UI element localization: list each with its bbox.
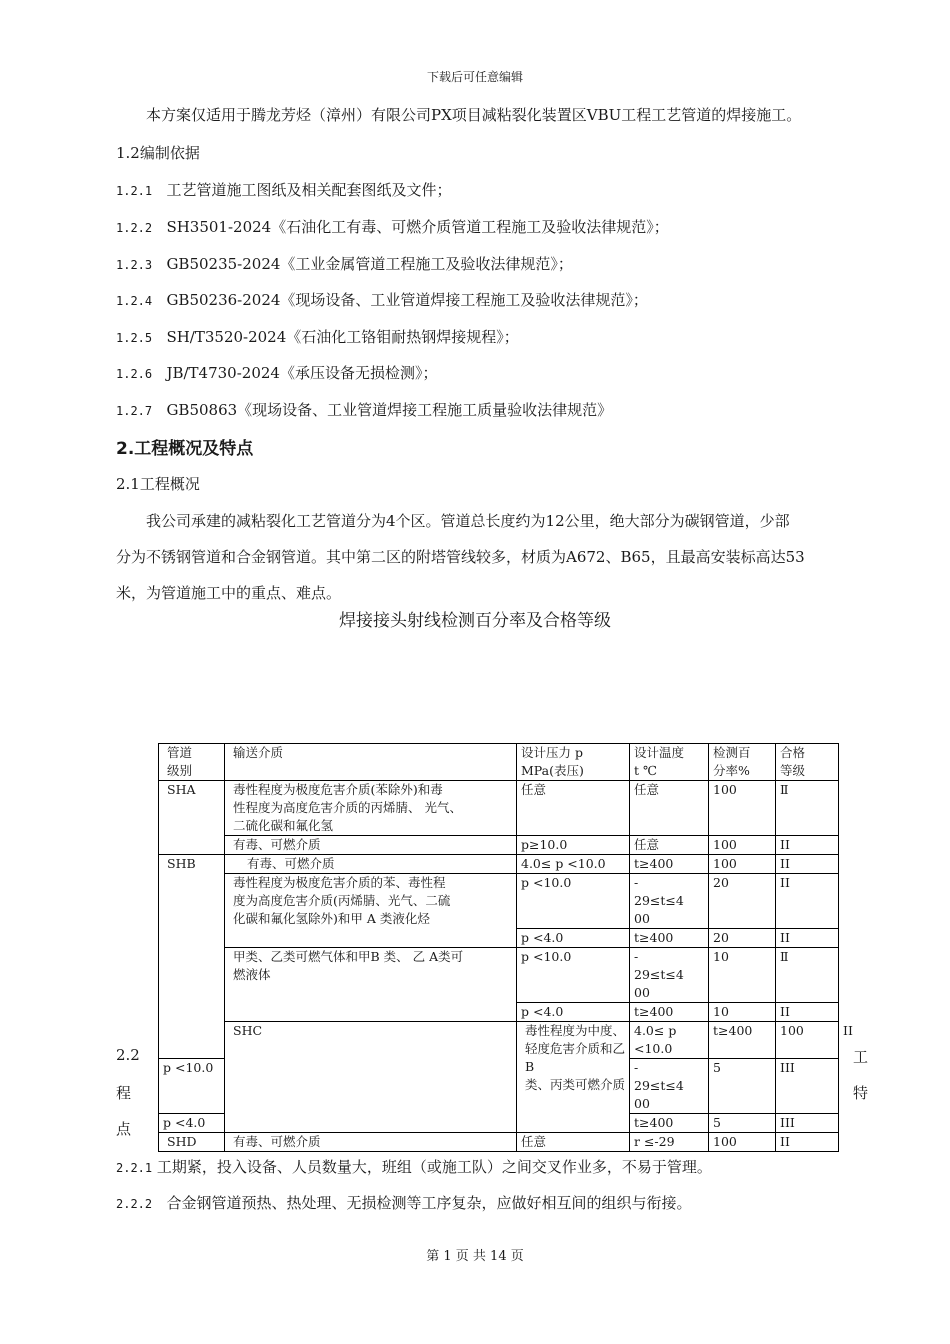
split-heading-right: 特: [853, 1084, 869, 1102]
temperature-cell: t≥400: [630, 929, 709, 948]
level-cell: II: [776, 1003, 839, 1022]
level-cell: Ⅱ: [776, 948, 839, 1003]
level-cell: II: [776, 836, 839, 855]
percent-cell: 5: [709, 1114, 776, 1133]
table-row: [159, 855, 839, 874]
pressure-cell: p <10.0: [517, 948, 630, 1003]
temperature-cell: r ≤-29: [630, 1133, 709, 1152]
level-cell: III: [776, 1114, 839, 1133]
table-header-row: [159, 744, 839, 781]
table-caption: 焊接接头射线检测百分率及合格等级: [339, 611, 611, 631]
medium-cell: 甲类、乙类可燃气体和甲B 类、 乙 A类可 燃液体: [225, 948, 517, 1022]
percent-cell: 10: [709, 948, 776, 1003]
basis-item: 1.2.6 JB/T4730-2024《承压设备无损检测》；: [116, 364, 438, 382]
section-title: 2.工程概况及特点: [116, 439, 254, 459]
pressure-cell: p <4.0: [517, 929, 630, 948]
basis-heading: 1.2编制依据: [116, 144, 200, 162]
intro-paragraph: 本方案仅适用于腾龙芳烃（漳州）有限公司PX项目减粘裂化装置区VBU工程工艺管道的焊接施工。: [146, 106, 802, 124]
table-row: [159, 781, 839, 836]
temperature-cell: t≥400: [630, 1114, 709, 1133]
point-item: 2.2.2 合金钢管道预热、热处理、无损检测等工序复杂，应做好相互间的组织与衔接。: [116, 1194, 692, 1212]
temperature-cell: t≥400: [630, 855, 709, 874]
pressure-cell: p <4.0: [159, 1114, 225, 1133]
grade-cell: SHD: [159, 1133, 225, 1152]
pressure-cell: 任意: [517, 1133, 630, 1152]
overview-heading: 2.1工程概况: [116, 475, 200, 493]
temperature-cell: t≥400: [709, 1022, 776, 1059]
temperature-cell: 任意: [630, 781, 709, 836]
percent-cell: 100: [709, 1133, 776, 1152]
table-row: [159, 948, 839, 1003]
split-heading-left: 2.2: [116, 1046, 140, 1064]
table-row: [159, 874, 839, 929]
pressure-cell: p <10.0: [159, 1059, 225, 1114]
percent-cell: 10: [709, 1003, 776, 1022]
medium-cell: 有毒、可燃介质: [225, 1133, 517, 1152]
level-cell: II: [776, 855, 839, 874]
header-percent: 检测百 分率%: [709, 744, 776, 781]
percent-cell: 100: [709, 855, 776, 874]
split-heading-right: 工: [853, 1048, 869, 1066]
header-pressure: 设计压力 p MPa(表压): [517, 744, 630, 781]
inspection-table: [158, 743, 853, 1152]
temperature-cell: - 29≤t≤4 00: [630, 874, 709, 929]
medium-cell: 有毒、可燃介质: [225, 855, 517, 874]
table-row: SHC 毒性程度为中度、轻度危害介质和乙 B 类、丙类可燃介质 4.0≤ p <10.0 t≥400 100 II: [159, 1022, 839, 1059]
overview-line: 米，为管道施工中的重点、难点。: [116, 584, 342, 602]
header-medium: 输送介质: [225, 744, 517, 781]
table-row: [159, 1133, 839, 1152]
medium-cell: 毒性程度为极度危害介质的苯、毒性程 度为高度危害介质(丙烯腈、光气、二硫 化碳和氟化氢除外)和甲 A 类液化烃: [225, 874, 517, 948]
page-footer: 第 1 页 共 14 页: [426, 1249, 524, 1264]
pressure-cell: p <10.0: [517, 874, 630, 929]
level-cell: III: [776, 1059, 839, 1114]
percent-cell: 100: [776, 1022, 839, 1059]
header-grade: 管道 级别: [159, 744, 225, 781]
percent-cell: 100: [709, 781, 776, 836]
temperature-cell: 任意: [630, 836, 709, 855]
grade-cell: SHA: [159, 781, 225, 855]
level-cell: Ⅱ: [776, 781, 839, 836]
percent-cell: 5: [709, 1059, 776, 1114]
split-heading-left: 点: [116, 1120, 132, 1138]
header-temperature: 设计温度 t ℃: [630, 744, 709, 781]
medium-cell: 毒性程度为中度、轻度危害介质和乙 B 类、丙类可燃介质: [517, 1022, 630, 1133]
temperature-cell: - 29≤t≤4 00: [630, 1059, 709, 1114]
level-cell: II: [776, 874, 839, 929]
basis-item: 1.2.3 GB50235-2024《工业金属管道工程施工及验收法律规范》；: [116, 255, 573, 273]
pressure-cell: 任意: [517, 781, 630, 836]
overview-line: 分为不锈钢管道和合金钢管道。其中第二区的附塔管线较多，材质为A672、B65，且最高安装标高达53: [116, 548, 805, 566]
basis-item: 1.2.2 SH3501-2024《石油化工有毒、可燃介质管道工程施工及验收法律规范》；: [116, 218, 669, 236]
header-level: 合格 等级: [776, 744, 839, 781]
split-heading-left: 程: [116, 1084, 132, 1102]
page-header: 下载后可任意编辑: [426, 70, 523, 84]
overview-line: 我公司承建的减粘裂化工艺管道分为4个区。管道总长度约为12公里，绝大部分为碳钢管道，少部: [146, 512, 790, 530]
percent-cell: 20: [709, 874, 776, 929]
pressure-cell: 4.0≤ p <10.0: [630, 1022, 709, 1059]
level-cell: II: [776, 929, 839, 948]
medium-cell: 有毒、可燃介质: [225, 836, 517, 855]
pressure-cell: p≥10.0: [517, 836, 630, 855]
percent-cell: 20: [709, 929, 776, 948]
point-item: 2.2.1 工期紧，投入设备、人员数量大，班组（或施工队）之间交叉作业多，不易于管理。: [116, 1158, 712, 1176]
basis-item: 1.2.4 GB50236-2024《现场设备、工业管道焊接工程施工及验收法律规范》；: [116, 291, 648, 309]
pressure-cell: p <4.0: [517, 1003, 630, 1022]
medium-cell: 毒性程度为极度危害介质(苯除外)和毒 性程度为高度危害介质的丙烯腈、 光气、 二硫化碳和氟化氢: [225, 781, 517, 836]
basis-item: 1.2.7 GB50863《现场设备、工业管道焊接工程施工质量验收法律规范》: [116, 401, 613, 419]
basis-item: 1.2.5 SH/T3520-2024《石油化工铬钼耐热钢焊接规程》；: [116, 328, 519, 346]
basis-item: 1.2.1 工艺管道施工图纸及相关配套图纸及文件；: [116, 181, 452, 199]
temperature-cell: - 29≤t≤4 00: [630, 948, 709, 1003]
table-row: [159, 836, 839, 855]
temperature-cell: t≥400: [630, 1003, 709, 1022]
level-cell: II: [776, 1133, 839, 1152]
grade-cell: SHC: [225, 1022, 517, 1133]
percent-cell: 100: [709, 836, 776, 855]
grade-cell: SHB: [159, 855, 225, 1059]
pressure-cell: 4.0≤ p <10.0: [517, 855, 630, 874]
